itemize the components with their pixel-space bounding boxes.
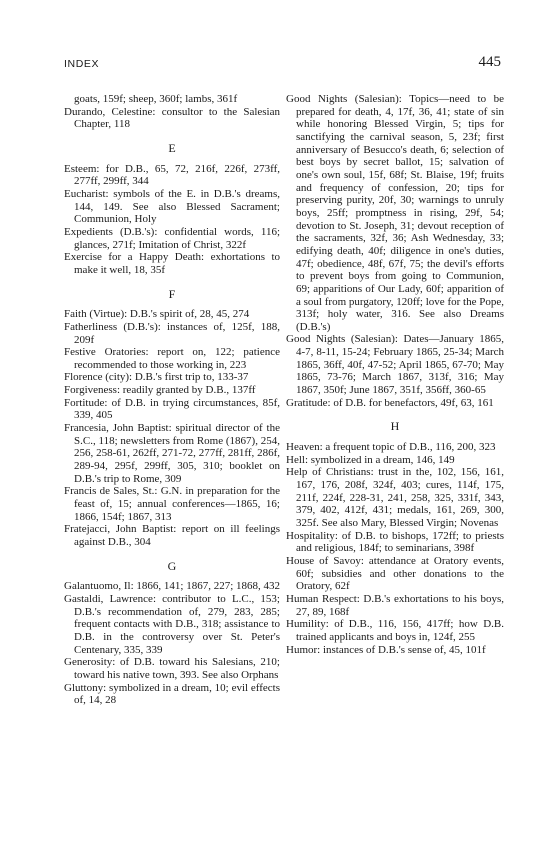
index-column-left xyxy=(64,93,280,707)
page-number: 445 xyxy=(478,54,501,70)
index-entry: Good Nights (Salesian): Topics—need to be prepared for death, 4, 17f, 36, 41; state of sin while honoring Blessed Virgin, 5; tips for sanctifying the carnival season, 5, 23f; first anniversary of Besucco's death, 6; selection of best boys by secret ballot, 15; salvation of one's own soul, 15f, 68f; St. Blaise, 19f; fruits and frequency of confession, 20; tips for preserving purity, 20f, 30; warnings to unruly boys, 25ff; promptness in rising, 29f, 54; devotion to St. Joseph, 31; devout reception of the sacraments, 32f, 36; Ash Wednesday, 33; edifying death, 40f; diligence in one's duties, 47f; obedience, 48f, 67f, 75; the devil's efforts to prevent boys from going to Communion, 69; apparitions of Our Lady, 60f; apparition of a soul from purgatory, 120ff; love for the Pope, 313f; holy water, 316. See also Dreams (D.B.'s) xyxy=(286,93,504,333)
index-entry: Exercise for a Happy Death: exhortations to make it well, 18, 35f xyxy=(64,251,280,276)
index-entry: Generosity: of D.B. toward his Salesians, 210; toward his native town, 393. See also Orphans xyxy=(64,656,280,681)
index-entry: Durando, Celestine: consultor to the Salesian Chapter, 118 xyxy=(64,105,280,131)
running-head: INDEX xyxy=(64,58,100,70)
index-entry: Eucharist: symbols of the E. in D.B.'s dreams, 144, 149. See also Blessed Sacrament; Communion, Holy xyxy=(64,187,280,226)
index-entry: Gratitude: of D.B. for benefactors, 49f, 63, 161 xyxy=(286,396,494,409)
index-entry: Hell: symbolized in a dream, 146, 149 xyxy=(286,453,455,466)
index-entry: Florence (city): D.B.'s first trip to, 133-37 xyxy=(64,371,249,384)
index-entry: Festive Oratories: report on, 122; patience recommended to those working in, 223 xyxy=(64,346,280,371)
page-header xyxy=(64,56,507,72)
index-entry: Francis de Sales, St.: G.N. in preparation for the feast of, 15; annual conferences—1865, 16; 1866, 154f; 1867, 313 xyxy=(64,485,280,523)
section-letter: F xyxy=(168,286,176,301)
index-entry: Expedients (D.B.'s): confidential words, 116; glances, 271f; Imitation of Christ, 322f xyxy=(64,225,280,251)
index-entry: Humor: instances of D.B.'s sense of, 45, 101f xyxy=(286,643,486,656)
section-letter: H xyxy=(390,419,400,434)
index-entry: goats, 159f; sheep, 360f; lambs, 361f xyxy=(74,93,238,105)
section-letter: G xyxy=(167,558,177,573)
index-entry: Esteem: for D.B., 65, 72, 216f, 226f, 273ff, 277ff, 299ff, 344 xyxy=(64,162,280,188)
index-entry: Fratejacci, John Baptist: report on ill feelings against D.B., 304 xyxy=(64,523,280,548)
index-entry: Human Respect: D.B.'s exhortations to his boys, 27, 89, 168f xyxy=(286,592,504,618)
index-entry: Gastaldi, Lawrence: contributor to L.C., 153; D.B.'s recommendation of, 279, 283, 285; frequent contacts with D.B., 318; assistance to D.B. in the controversy over St. Peter's Centenary, 335, 339 xyxy=(64,592,280,656)
index-entry: Francesia, John Baptist: spiritual director of the S.C., 118; newsletters from Rome (1867), 254, 256, 258-61, 262ff, 271-72, 277ff, 281ff, 286f, 289-94, 295f, 299ff, 305, 310; booklet on D.B.'s trip to Rome, 309 xyxy=(64,422,280,485)
index-entry: Good Nights (Salesian): Dates—January 1865, 4-7, 8-11, 15-24; February 1865, 25-34; March 1865, 36ff, 40f, 47-52; April 1865, 67-70; May 1865, 73-76; March 1867, 313f, 316; May 1867, 350f; June 1867, 351f, 356ff, 360-65 xyxy=(286,333,504,397)
index-entry: House of Savoy: attendance at Oratory events, 60f; subsidies and other donations to the Oratory, 62f xyxy=(286,554,504,593)
index-entry: Galantuomo, Il: 1866, 141; 1867, 227; 1868, 432 xyxy=(64,580,281,593)
index-entry: Fortitude: of D.B. in trying circumstances, 85f, 339, 405 xyxy=(64,396,280,422)
index-entry: Hospitality: of D.B. to bishops, 172ff; to priests and religious, 184f; to seminarians, 398f xyxy=(286,529,504,555)
index-entry: Faith (Virtue): D.B.'s spirit of, 28, 45, 274 xyxy=(64,308,250,321)
index-column-right xyxy=(286,93,504,656)
index-entry: Help of Christians: trust in the, 102, 156, 161, 167, 176, 208f, 324f, 403; cures, 114f, 175, 211f, 224f, 228-31, 241, 258, 325, 331f, 343, 379, 402, 412f, 431; medals, 161, 269, 300, 325f. See also Mary, Blessed Virgin; Novenas xyxy=(286,466,504,529)
index-entry: Fatherliness (D.B.'s): instances of, 125f, 188, 209f xyxy=(64,320,280,346)
index-entry: Gluttony: symbolized in a dream, 10; evil effects of, 14, 28 xyxy=(64,681,280,707)
index-entry: Humility: of D.B., 116, 156, 417ff; how D.B. trained applicants and boys in, 124f, 255 xyxy=(286,618,504,643)
index-entry: Forgiveness: readily granted by D.B., 137ff xyxy=(64,384,256,397)
section-letter: E xyxy=(168,140,176,155)
index-entry: Heaven: a frequent topic of D.B., 116, 200, 323 xyxy=(286,441,496,454)
